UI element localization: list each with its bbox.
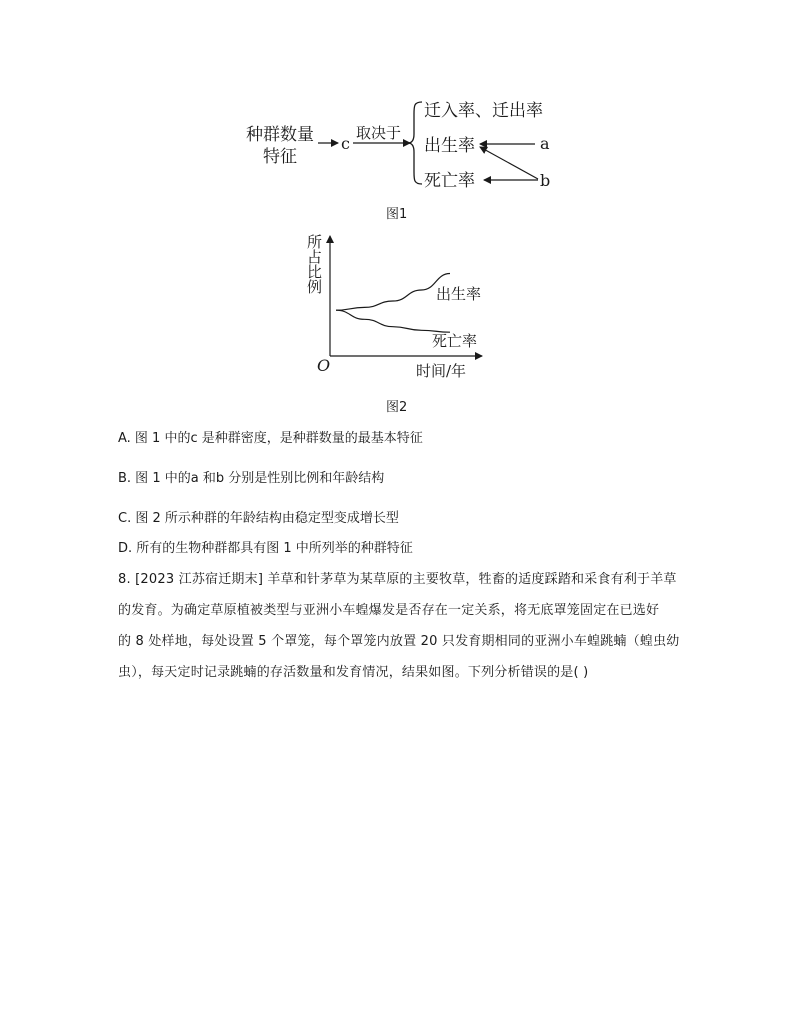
x-axis-label: 时间/年 — [416, 362, 467, 380]
arrow-b-to-birth — [480, 147, 538, 179]
fig1-branch-top: 迁入率、迁出率 — [424, 101, 543, 121]
figure2-chart — [300, 226, 500, 386]
fig1-left-line2: 特征 — [263, 147, 297, 167]
series-death-line — [336, 310, 450, 332]
fig1-left-line1: 种群数量 — [246, 125, 314, 145]
series-birth-line — [336, 274, 450, 311]
option-b: B. 图 1 中的a 和b 分别是性别比例和年龄结构 — [118, 471, 385, 486]
figure1-caption: 图1 — [386, 207, 408, 222]
fig1-branch-middle: 出生率 — [424, 136, 475, 156]
fig1-c-label: c — [341, 134, 350, 153]
question8-line-4: 虫），每天定时记录跳蝻的存活数量和发育情况，结果如图。下列分析错误的是( ) — [118, 665, 589, 680]
question8-line-1: 8. [2023 江苏宿迁期末] 羊草和针茅草为某草原的主要牧草，牲畜的适度踩踏和采食有利于羊草 — [118, 572, 677, 587]
question8-line-2: 的发育。为确定草原植被类型与亚洲小车蝗爆发是否存在一定关系，将无底罩笼固定在已选好 — [118, 603, 660, 618]
option-d: D. 所有的生物种群都具有图 1 中所列举的种群特征 — [118, 541, 413, 556]
question8-line-3: 的 8 处样地，每处设置 5 个罩笼，每个罩笼内放置 20 只发育期相同的亚洲小车蝗跳蝻（蝗虫幼 — [118, 634, 680, 649]
fig1-depends-on: 取决于 — [356, 124, 402, 142]
origin-label: O — [317, 356, 331, 375]
figure1-diagram — [230, 92, 570, 198]
option-a: A. 图 1 中的c 是种群密度，是种群数量的最基本特征 — [118, 431, 423, 446]
y-axis-label: 所占比例 — [305, 234, 323, 294]
fig1-branch-bottom: 死亡率 — [424, 171, 475, 191]
option-c: C. 图 2 所示种群的年龄结构由稳定型变成增长型 — [118, 511, 399, 526]
fig1-a-label: a — [540, 134, 550, 153]
fig1-b-label: b — [540, 171, 551, 190]
brace — [408, 102, 422, 184]
curve-death-label: 死亡率 — [432, 332, 478, 350]
figure2-caption: 图2 — [386, 400, 408, 415]
curve-birth-label: 出生率 — [436, 285, 482, 303]
